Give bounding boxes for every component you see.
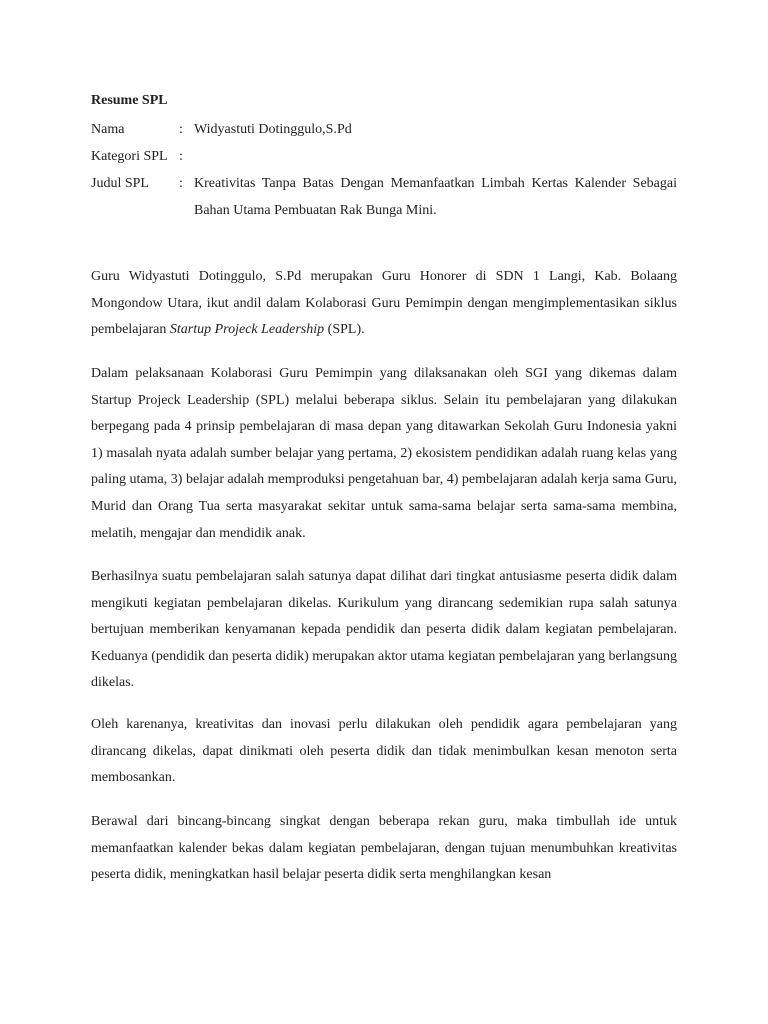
meta-label: Nama — [91, 122, 125, 137]
paragraph-intro-italic: Startup Projeck Leadership — [169, 322, 325, 338]
paragraph-intro-text: Guru Widyastuti Dotinggulo, S.Pd merupakan Guru Honorer di SDN 1 Langi, Kab. Bolaang Mongondow Utara, ikut andil dalam Kolaborasi Guru Pemimpin dengan mengimplementasikan siklus pembelajaran — [91, 269, 677, 338]
meta-value: Widyastuti Dotinggulo,S.Pd — [194, 122, 352, 137]
meta-label: Judul SPL — [91, 176, 149, 191]
meta-row-kategori — [91, 143, 677, 170]
paragraph-body: Berhasilnya suatu pembelajaran salah satunya dapat dilihat dari tingkat antusiasme peserta didik dalam mengikuti kegiatan pembelajaran dikelas. Kurikulum yang dirancang sedemikian rupa salah satunya bertujuan memberikan kenyamanan kepada pendidik dan peserta didik dalam kegiatan pembelajaran. Keduanya (pendidik dan peserta didik) merupakan aktor utama kegiatan pembelajaran yang berlangsung dikelas. — [91, 569, 677, 691]
paragraph-body: Oleh karenanya, kreativitas dan inovasi perlu dilakukan oleh pendidik agara pembelajaran yang dirancang dikelas, dapat dinikmati oleh peserta didik dan tidak menimbulkan kesan menoton serta membosankan. — [91, 717, 677, 786]
paragraph-intro — [91, 264, 677, 344]
meta-label: Kategori SPL — [91, 149, 168, 164]
meta-colon: : — [179, 122, 183, 137]
meta-value: Kreativitas Tanpa Batas Dengan Memanfaatkan Limbah Kertas Kalender Sebagai Bahan Utama Pembuatan Rak Bunga Mini. — [194, 176, 677, 218]
paragraph-intro-end: (SPL). — [324, 322, 365, 338]
meta-colon: : — [179, 149, 183, 164]
document-title: Resume SPL — [91, 93, 168, 108]
paragraph-body: Berawal dari bincang-bincang singkat dengan beberapa rekan guru, maka timbullah ide untuk memanfaatkan kalender bekas dalam kegiatan pembelajaran, dengan tujuan menumbuhkan kreativitas peserta didik, meningkatkan hasil belajar peserta didik serta menghilangkan kesan — [91, 814, 677, 883]
meta-row-nama — [91, 116, 677, 143]
meta-colon: : — [179, 176, 183, 191]
meta-value — [194, 143, 677, 170]
paragraph-body: Dalam pelaksanaan Kolaborasi Guru Pemimpin yang dilaksanakan oleh SGI yang dikemas dalam Startup Projeck Leadership (SPL) melalui beberapa siklus. Selain itu pembelajaran yang dilakukan berpegang pada 4 prinsip pembelajaran di masa depan yang ditawarkan Sekolah Guru Indonesia yakni 1) masalah nyata adalah sumber belajar yang pertama, 2) ekosistem pendidikan adalah ruang kelas yang paling utama, 3) belajar adalah memproduksi pengetahuan bar, 4) pembelajaran adalah kerja sama Guru, Murid dan Orang Tua serta masyarakat sekitar untuk sama-sama belajar serta sama-sama membina, melatih, mengajar dan mendidik anak. — [91, 366, 677, 541]
meta-row-judul — [91, 170, 677, 224]
